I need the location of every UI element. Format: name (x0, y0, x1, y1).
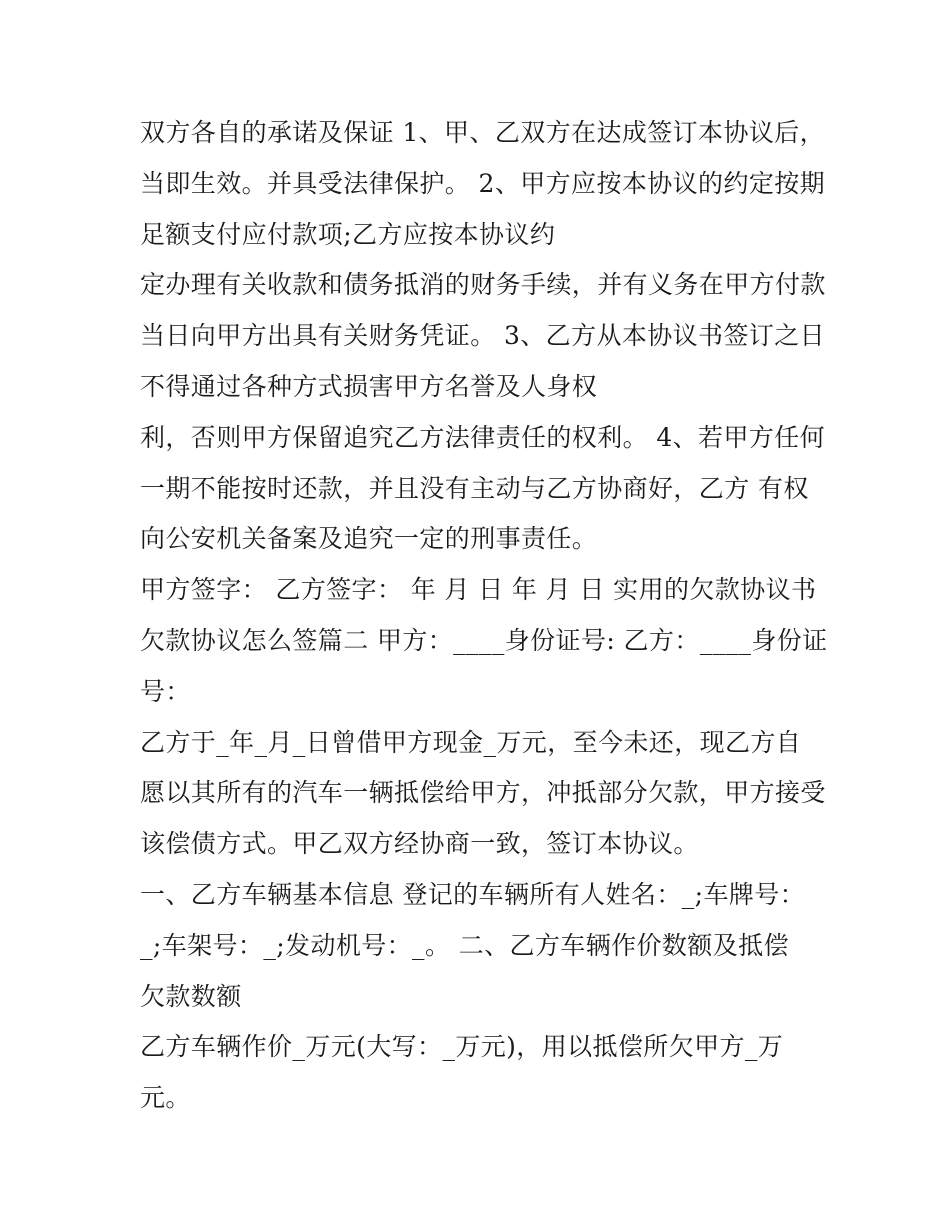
text-line: 欠款数额 (140, 981, 242, 1011)
text-line: 一期不能按时还款，并且没有主动与乙方协商好，乙方 有权 (140, 473, 809, 503)
text-line: 不得通过各种方式损害甲方名誉及人身权 (140, 371, 598, 401)
text-line: 双方各自的承诺及保证 1、甲、乙双方在达成签订本协议后， (140, 118, 826, 147)
text-line: 定办理有关收款和债务抵消的财务手续，并有义务在甲方付款 (140, 270, 826, 300)
text-line: _;车架号：_;发动机号：_。 二、乙方车辆作价数额及抵偿 (140, 930, 789, 960)
text-line: 乙方车辆作价_万元(大写：_万元)，用以抵偿所欠甲方_万 (140, 1032, 784, 1062)
text-line: 欠款协议怎么签篇二 甲方：____身份证号: 乙方：____身份证 (140, 625, 828, 655)
text-line: 元。 (140, 1083, 191, 1113)
text-line: 愿以其所有的汽车一辆抵偿给甲方，冲抵部分欠款，甲方接受 (140, 778, 826, 808)
text-line: 当即生效。并具受法律保护。 2、甲方应按本协议的约定按期 (140, 168, 826, 198)
text-line: 甲方签字： 乙方签字： 年 月 日 年 月 日 实用的欠款协议书 (140, 575, 817, 605)
text-line: 足额支付应付款项;乙方应按本协议约 (140, 219, 556, 249)
text-line: 利，否则甲方保留追究乙方法律责任的权利。 4、若甲方任何 (140, 422, 826, 452)
text-line: 向公安机关备案及追究一定的刑事责任。 (140, 524, 598, 554)
text-line: 号： (140, 676, 191, 706)
document-body (140, 108, 830, 1124)
text-line: 该偿债方式。甲乙双方经协商一致，签订本协议。 (140, 829, 699, 859)
text-line: 一、乙方车辆基本信息 登记的车辆所有人姓名：_;车牌号： (140, 879, 806, 909)
text-line: 当日向甲方出具有关财务凭证。 3、乙方从本协议书签订之日 (140, 321, 826, 351)
text-line: 乙方于_年_月_日曾借甲方现金_万元，至今未还，现乙方自 (140, 727, 802, 757)
